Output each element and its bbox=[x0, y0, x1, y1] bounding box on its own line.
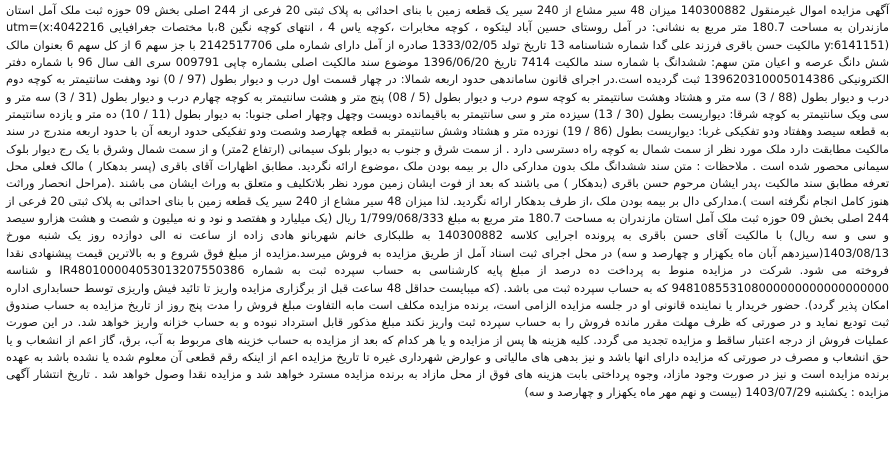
auction-notice-text: آگهی مزایده اموال غیرمنقول 140300882 میزان 48 سیر مشاع از 240 سیر یک قطعه زمین با بنای احداثی به پلاک ثبتی 20 فرعی از 244 اصلی بخش 09 حوزه ثبت ملک آمل استان مازندران به مساحت 180.7 متر مربع به نشانی: در آمل روستای حسین آباد لیتکوه ، کوچه مخابرات ،کوچه یاس 4 ، انتهای کوچه نگین 8،با مختصات جغرافیایی utm=(x:4042216 y:6141151) مالکیت حسن باقری فرزند علی گدا شماره شناسنامه 13 تاریخ تولد 1333/02/05 صادره از آمل دارای شماره ملی 2142517706 با جز سهم 6 از کل سهم 6 بعنوان مالک شش دانگ عرصه و اعیان متن سهم: ششدانگ با شماره سند مالکیت 7414 تاریخ 1396/06/20 موضوع سند مالکیت اصلی بشماره چاپی 009791 سری الف سال 96 با شماره دفتر الکترونیکی 139620310005014386 ثبت گردیده است.در اجرای قانون ساماندهی حدود اربعه شمالا: در چهار قسمت اول درب و دیوار بطول (97 / 0) نود وهفت سانتیمتر به کوچه دوم درب و دیوار بطول (88 / 3) سه متر و هشتاد وهشت سانتیمتر به کوچه سوم درب و دیوار بطول (5 / 08) پنج متر و هشت سانتیمتر به کوچه چهارم درب و دیوار بطول (31 / 3) سه متر و سی ویک سانتیمتر به کوچه شرقا: دیواریست بطول (30 / 13) سیزده متر و سی سانتیمتر به باقیمانده دویست وچهل وچهار اصلی جنوبا: به دیوار بطول (11 / 10) ده متر و یازده سانتیمتر به قطعه سیصد وهفتاد ودو تفکیکی غربا: دیواریست بطول (86 / 19) نوزده متر و هشتاد وشش سانتیمتر به قطعه چهارصد وشصت ودو تفکیکی حدود اربعه آن با حدود اربعه مندرج در سند مالکیت مطابقت دارد ملک مورد نظر از سمت شمال به کوچه راه دسترسی دارد . از سمت شرق و جنوب به دیوار بلوک سیمانی (ارتفاع 2متر) و از سمت شمال وشرق با یک رج دیوار بلوک سیمانی محصور شده است . ملاحظات : متن سند ششدانگ ملک بدون مدارکی دال بر بیمه بودن ملک ،موضوع ارائه نگردید. مطابق اظهارات آقای باقری (پسر بدهکار ) مالک فعلی محل تعرفه مطابق سند مالکیت ،پدر ایشان مرحوم حسن باقری (بدهکار ) می باشند که بعد از فوت ایشان زمین مورد نظر بلاتکلیف و متعلق به وراث ایشان می باشند .(مراحل انحصار وراثت هنوز کامل انجام نگرفته است ).مدارکی دال بر بیمه بودن ملک ،از طرف بدهکار ارائه نگردید. لذا میزان 48 سیر مشاع از 240 سیر یک قطعه زمین با بنای احداثی به پلاک ثبتی 20 فرعی از 244 اصلی بخش 09 حوزه ثبت ملک آمل استان مازندران به مساحت 180.7 متر مربع به مبلغ 1/799/068/333 ریال (یک میلیارد و هفتصد و نود و نه میلیون و شصت و هشت هزارو سیصد و سی و سه ریال) با مالکیت آقای حسن باقری به پرونده اجرایی کلاسه 140300882 به طلبکاری خانم شهربانو هادی زاده از ساعت نه الی دوازده روز یک شنبه مورخ 1403/08/13(سیزدهم آبان ماه یکهزار و چهارصد و سه) در محل اجرای ثبت اسناد آمل از طریق مزایده به فروش میرسد.مزایده از مبلغ فوق شروع و به بالاترین قیمت پیشنهادی نقدا فروخته می شود. شرکت در مزایده منوط به پرداخت ده درصد از مبلغ پایه کارشناسی به حساب سپرده ثبت به شماره IR480100004053013207550386 و شناسه 948108553108000000000000000000 که به حساب سپرده ثبت می باشد. (که میبایست حداقل 48 ساعت قبل از برگزاری مزایده واریز تا تائید فیش واریزی توسط حسابداری اداره امکان پذیر گردد). حضور خریدار یا نماینده قانونی او در جلسه مزایده الزامی است، برنده مزایده مکلف است مابه التفاوت مبلغ فروش را مدت پنج روز از تاریخ مزایده به حساب صندوق ثبت تودیع نماید و در صورتی که ظرف مهلت مقرر مانده فروش را به حساب سپرده ثبت واریز نکند مبلغ مذکور قابل استرداد نبوده و به حساب خزانه واریز خواهد شد. در این صورت عملیات فروش از درجه اعتبار ساقط و مزایده تجدید می گردد. کلیه هزینه ها پس از مزایده و یا هر کدام که بعد از مزایده به حساب خزینه های مربوط به آب، برق، گاز اعم از انشعاب و یا حق انشعاب و مصرف در صورتی که مزایده دارای انها باشد و نیز بدهی های مالیاتی و عوارض شهرداری غیره تا تاریخ مزایده اعم از اینکه رقم قطعی آن معلوم شده یا نشده باشد به عهده برنده مزایده است و نیز در صورت وجود مازاد، وجوه پرداختی بابت هزینه های فوق از محل مازاد به برنده مزایده مسترد خواهد شد و مزایده نقدا وصول خواهد شد . تاریخ انتشار آگهی مزایده : یکشنبه 1403/07/29 (بیست و نهم مهر ماه یکهزار و چهارصد و سه) bbox=[6, 3, 890, 399]
